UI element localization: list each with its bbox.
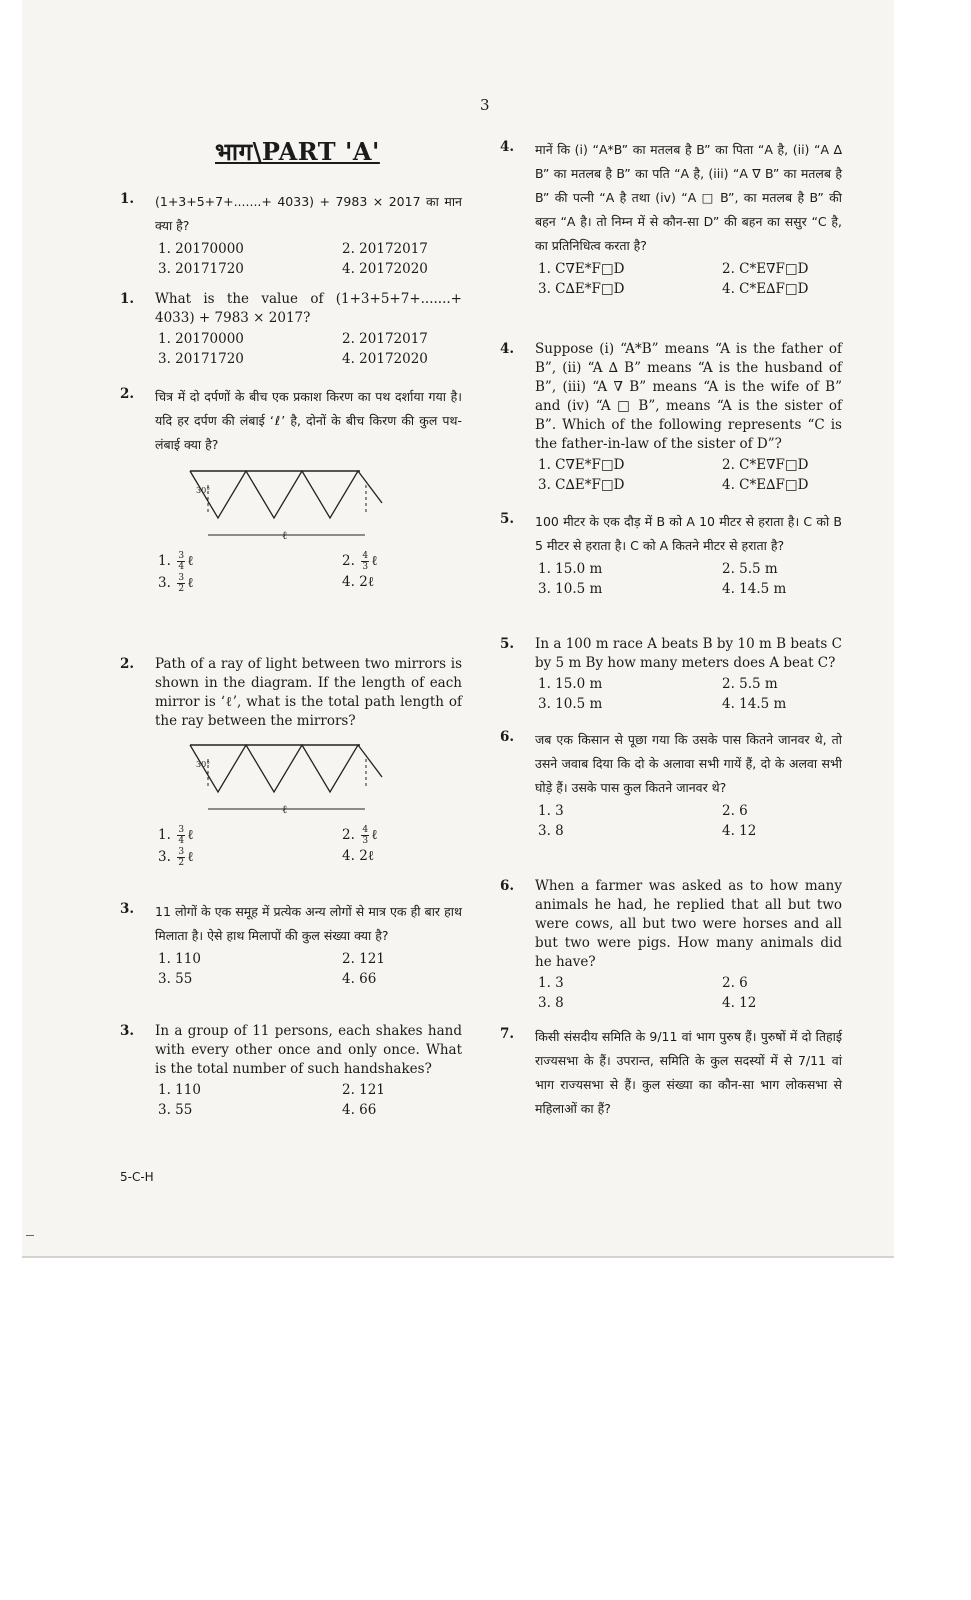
page-number: 3	[480, 96, 490, 114]
option-4[interactable]: 4. 66	[342, 971, 377, 987]
option-1[interactable]: 1. C∇E*F□D	[538, 261, 625, 277]
question-7-hi	[500, 1025, 842, 1121]
option-3[interactable]: 3. C∆E*F□D	[538, 477, 625, 493]
options	[538, 560, 842, 599]
option-1[interactable]: 1. 20170000	[158, 331, 244, 347]
question-text: 11 लोगों के एक समूह में प्रत्येक अन्य लोगों से मात्र एक ही बार हाथ मिलाता है। ऐसे हाथ मिलापों की कुल संख्या क्या है?	[155, 904, 462, 943]
question-2-hi	[120, 385, 462, 594]
option-4[interactable]: 4. 2ℓ	[342, 848, 375, 864]
options	[538, 675, 842, 714]
question-5-en	[500, 635, 842, 714]
option-2[interactable]: 2. 121	[342, 951, 385, 967]
option-1[interactable]: 1. 15.0 m	[538, 676, 603, 692]
question-text: मानें कि (i) “A*B” का मतलब है B” का पिता “A है, (ii) “A ∆ B” का मतलब है B” का पति “A है, (iii) “A ∇ B” का मतलब है B” की पत्नी “A है तथा (iv) “A □ B”, का मतलब है B” की बहन “A है। तो निम्न में से कौन-सा D” की बहन का ससुर “C है, का प्रतिनिधित्व करता है?	[535, 142, 842, 253]
option-2[interactable]: 2. C*E∇F□D	[722, 261, 809, 277]
option-3[interactable]: 3. 10.5 m	[538, 581, 603, 597]
options	[538, 456, 842, 495]
option-3[interactable]: 3. 55	[158, 1102, 193, 1118]
question-text: Path of a ray of light between two mirrors is shown in the diagram. If the length of each mirror is ‘ℓ’, what is the total path length of the ray between the mirrors?	[155, 656, 462, 729]
options	[538, 974, 842, 1013]
length-label: ℓ	[282, 803, 288, 816]
option-1[interactable]: 1. 110	[158, 1082, 201, 1098]
option-1[interactable]: 1. 20170000	[158, 241, 244, 257]
option-3[interactable]: 3. $\frac{3}{2}$ ℓ	[158, 847, 194, 868]
option-4[interactable]: 4. C*E∆F□D	[722, 281, 809, 297]
question-1-hi	[120, 190, 462, 279]
option-2[interactable]: 2. 5.5 m	[722, 561, 778, 577]
option-4[interactable]: 4. 2ℓ	[342, 574, 375, 590]
option-4[interactable]: 4. C*E∆F□D	[722, 477, 809, 493]
footer-code: 5-C-H	[120, 1170, 154, 1184]
question-text: जब एक किसान से पूछा गया कि उसके पास कितने जानवर थे, तो उसने जवाब दिया कि दो के अलावा सभी गायें हैं, दो के अलवा सभी घोड़े हैं। उसके पास कुल कितने जानवर थे?	[535, 732, 842, 795]
option-2[interactable]: 2. 20172017	[342, 241, 428, 257]
option-1[interactable]: 1. $\frac{3}{4}$ ℓ	[158, 551, 194, 572]
question-number: 3.	[120, 1023, 135, 1039]
option-4[interactable]: 4. 20172020	[342, 351, 428, 367]
question-number: 2.	[120, 656, 135, 672]
length-label: ℓ	[282, 529, 288, 542]
question-text: In a 100 m race A beats B by 10 m B beats C by 5 m By how many meters does A beat C?	[535, 636, 842, 671]
option-4[interactable]: 4. 20172020	[342, 261, 428, 277]
option-1[interactable]: 1. 3	[538, 975, 564, 991]
option-3[interactable]: 3. 20171720	[158, 351, 244, 367]
options	[538, 802, 842, 841]
question-text: When a farmer was asked as to how many animals he had, he replied that all but two were cows, all but two were horses and all but two were pigs. How many animals did he have?	[535, 878, 842, 970]
question-number: 3.	[120, 901, 135, 917]
option-4[interactable]: 4. 66	[342, 1102, 377, 1118]
question-text: Suppose (i) “A*B” means “A is the father of B”, (ii) “A ∆ B” means “A is the husband of B”, (iii) “A ∇ B” means “A is the wife of B” and (iv) “A □ B”, means “A is the sister of B”. Which of the following represents “C is the father-in-law of the sister of D”?	[535, 341, 842, 452]
question-4-en	[500, 340, 842, 495]
options	[158, 1081, 462, 1120]
question-number: 7.	[500, 1026, 515, 1042]
question-5-hi	[500, 510, 842, 599]
question-6-hi	[500, 728, 842, 841]
question-6-en	[500, 877, 842, 1013]
option-2[interactable]: 2. 6	[722, 803, 748, 819]
question-text: What is the value of (1+3+5+7+.......+ 4033) + 7983 × 2017?	[155, 291, 462, 326]
question-number: 1.	[120, 291, 135, 307]
question-text: 100 मीटर के एक दौड़ में B को A 10 मीटर से हराता है। C को B 5 मीटर से हराता है। C को A कितने मीटर से हराता है?	[535, 514, 842, 553]
mirror-diagram	[160, 737, 400, 817]
question-2-en	[120, 655, 462, 868]
options	[158, 330, 462, 369]
option-3[interactable]: 3. 10.5 m	[538, 696, 603, 712]
option-3[interactable]: 3. C∆E*F□D	[538, 281, 625, 297]
question-4-hi	[500, 138, 842, 299]
question-text: किसी संसदीय समिति के 9/11 वां भाग पुरुष हैं। पुरुषों में दो तिहाई राज्यसभा के हैं। उपरान्त, समिति के कुल सदस्यों में से 7/11 वां भाग राज्यसभा से हैं। कुल संख्या का कौन-सा भाग लोकसभा से महिलाओं का हैं?	[535, 1029, 842, 1116]
options	[158, 240, 462, 279]
part-heading: भाग\PART 'A'	[215, 137, 380, 166]
option-1[interactable]: 1. C∇E*F□D	[538, 457, 625, 473]
options	[158, 551, 462, 594]
question-number: 5.	[500, 636, 515, 652]
option-2[interactable]: 2. C*E∇F□D	[722, 457, 809, 473]
question-1-en	[120, 290, 462, 369]
option-1[interactable]: 1. $\frac{3}{4}$ ℓ	[158, 825, 194, 846]
option-1[interactable]: 1. 3	[538, 803, 564, 819]
question-number: 1.	[120, 191, 135, 207]
option-2[interactable]: 2. $\frac{4}{3}$ ℓ	[342, 825, 378, 846]
question-number: 4.	[500, 139, 515, 155]
angle-label: 30°	[196, 486, 211, 495]
question-number: 6.	[500, 878, 515, 894]
option-2[interactable]: 2. 5.5 m	[722, 676, 778, 692]
option-4[interactable]: 4. 12	[722, 995, 757, 1011]
option-4[interactable]: 4. 12	[722, 823, 757, 839]
question-text: चित्र में दो दर्पणों के बीच एक प्रकाश किरण का पथ दर्शाया गया है। यदि हर दर्पण की लंबाई ‘ℓ’ है, दोनों के बीच किरण की कुल पथ-लंबाई क्या है?	[155, 389, 462, 452]
question-3-hi	[120, 900, 462, 989]
angle-label: 30°	[196, 760, 211, 769]
margin-mark	[26, 1235, 34, 1236]
question-number: 4.	[500, 341, 515, 357]
option-3[interactable]: 3. 20171720	[158, 261, 244, 277]
option-1[interactable]: 1. 15.0 m	[538, 561, 603, 577]
question-text: (1+3+5+7+.......+ 4033) + 7983 × 2017 का मान क्या है?	[155, 194, 462, 233]
option-3[interactable]: 3. 8	[538, 823, 564, 839]
option-4[interactable]: 4. 14.5 m	[722, 696, 787, 712]
options	[158, 825, 462, 868]
option-3[interactable]: 3. 8	[538, 995, 564, 1011]
option-3[interactable]: 3. 55	[158, 971, 193, 987]
question-number: 2.	[120, 386, 135, 402]
question-text: In a group of 11 persons, each shakes hand with every other once and only once. What is the total number of such handshakes?	[155, 1023, 462, 1077]
option-2[interactable]: 2. 20172017	[342, 331, 428, 347]
question-3-en	[120, 1022, 462, 1120]
options	[158, 950, 462, 989]
mirror-diagram	[160, 463, 400, 543]
question-number: 5.	[500, 511, 515, 527]
option-2[interactable]: 2. $\frac{4}{3}$ ℓ	[342, 551, 378, 572]
option-4[interactable]: 4. 14.5 m	[722, 581, 787, 597]
option-1[interactable]: 1. 110	[158, 951, 201, 967]
option-2[interactable]: 2. 121	[342, 1082, 385, 1098]
option-3[interactable]: 3. $\frac{3}{2}$ ℓ	[158, 573, 194, 594]
option-2[interactable]: 2. 6	[722, 975, 748, 991]
options	[538, 260, 842, 299]
question-number: 6.	[500, 729, 515, 745]
